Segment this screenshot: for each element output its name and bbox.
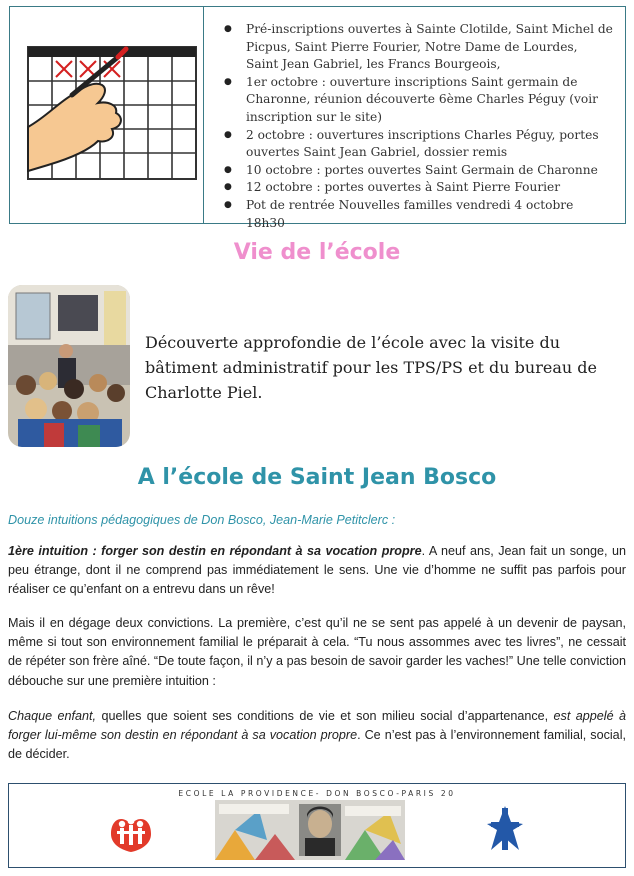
- bosco-paragraph-2: Mais il en dégage deux convictions. La première, c’est qu’il ne se sent pas appelé à un devenir de paysan, même si tout son environnement familial le préparait à cela. “Tu nous assommes avec tes livres”, ne cessait de répéter son frère aîné. “De toute façon, il n’y a pas besoin de savoir garder les vaches!” Une telle conviction débouche sur une première intuition :: [8, 616, 626, 688]
- intuition-title: 1ère intuition : forger son destin en répondant à sa vocation propre: [8, 544, 422, 558]
- calendar-box: [9, 6, 626, 230]
- list-item: ● Pot de rentrée Nouvelles familles vendredi 4 octobre 18h30: [236, 197, 613, 232]
- paragraph-1-rest: . A neuf ans, Jean fait un songe, un peu étrange, dont il ne comprend pas immédiatement le sens. Une vie d’homme ne suffit pas parfois pour réaliser ce qu’enfant on a entrevu dans un rêve!: [8, 544, 626, 597]
- photo-image: [8, 285, 130, 447]
- don-bosco-logo-icon: [483, 802, 527, 854]
- list-item: ● 12 octobre : portes ouvertes à Saint Pierre Fourier: [236, 179, 613, 197]
- bosco-paragraph-1: [8, 542, 626, 600]
- bosco-heading: A l’école de Saint Jean Bosco: [137, 465, 497, 490]
- providence-logo-icon: [105, 804, 157, 856]
- paragraph-3-text-1: quelles que soient ses conditions de vie et son milieu social d’appartenance,: [96, 709, 554, 723]
- footer-caption: ECOLE LA PROVIDENCE- DON BOSCO-PARIS 20: [178, 789, 456, 798]
- vie-ecole-heading: Vie de l’école: [233, 240, 401, 265]
- paragraph-3-italic-2: est appelé à forger lui-même son destin en répondant à sa vocation propre: [8, 709, 626, 743]
- list-item: ● 2 octobre : ouvertures inscriptions Charles Péguy, portes ouvertes Saint Jean Gabriel, dossier remis: [236, 127, 613, 162]
- registration-dates-list: [216, 21, 613, 232]
- mural-image: [215, 800, 405, 860]
- list-item: ● 10 octobre : portes ouvertes Saint Germain de Charonne: [236, 162, 613, 180]
- list-item: ● 1er octobre : ouverture inscriptions Saint germain de Charonne, réunion découverte 6ème Charles Péguy (voir inscription sur le site): [236, 74, 613, 127]
- footer-box: [8, 783, 626, 868]
- vie-ecole-text: Découverte approfondie de l’école avec la visite du bâtiment administratif pour les TPS/PS et du bureau de Charlotte Piel.: [145, 333, 597, 402]
- bosco-paragraph-3: [8, 707, 626, 765]
- calendar-list-cell: [204, 7, 625, 230]
- calendar-illustration-cell: [10, 7, 204, 223]
- paragraph-3-text-2: . Ce n’est pas à l’environnement familial, social, de décider.: [8, 728, 626, 762]
- bosco-subtitle: Douze intuitions pédagogiques de Don Bosco, Jean-Marie Petitclerc :: [8, 513, 396, 527]
- list-item: ● Pré-inscriptions ouvertes à Sainte Clotilde, Saint Michel de Picpus, Saint Pierre Fourier, Notre Dame de Lourdes, Saint Jean Gabriel, les Francs Bourgeois,: [236, 21, 613, 74]
- calendar-writing-icon: [10, 7, 204, 223]
- paragraph-3-italic-1: Chaque enfant,: [8, 709, 97, 723]
- school-visit-photo: [8, 285, 130, 447]
